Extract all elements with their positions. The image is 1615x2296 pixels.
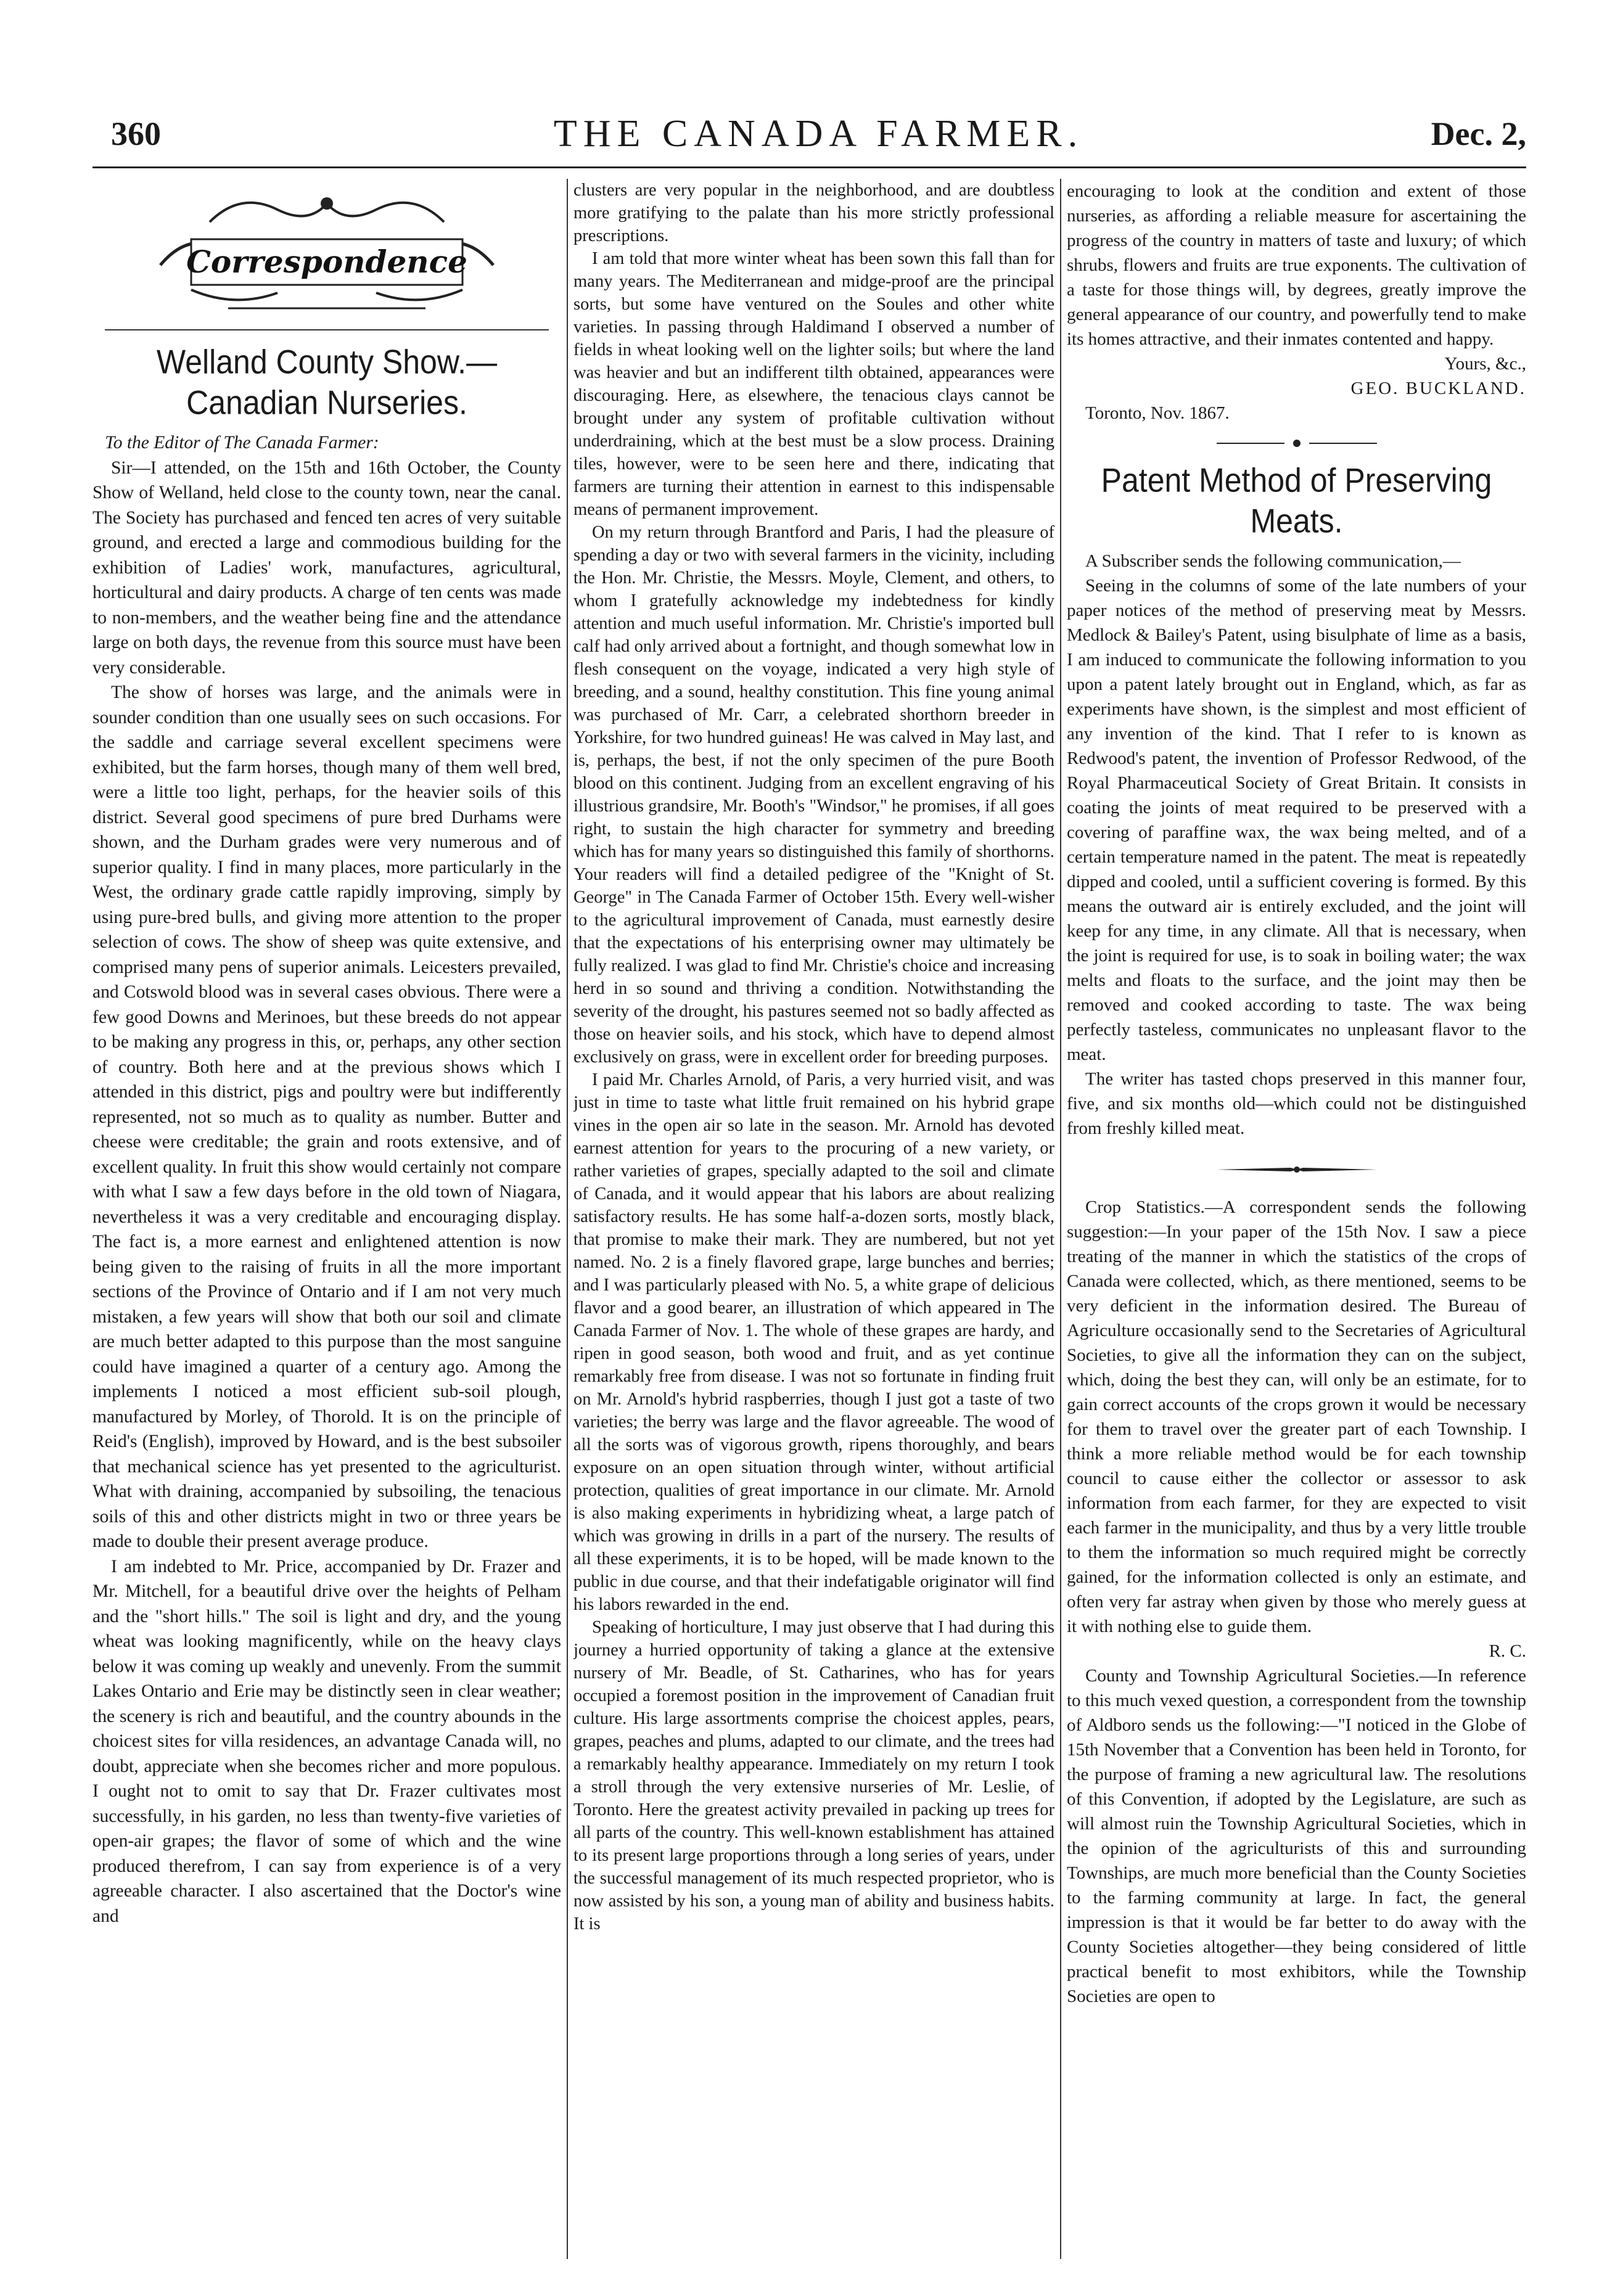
article-intro: A Subscriber sends the following communication,— xyxy=(1085,551,1461,571)
section-rule xyxy=(105,329,549,330)
salutation: To the Editor of The Canada Farmer: xyxy=(105,433,379,453)
divider-ornament xyxy=(1204,438,1389,449)
banner-lettering: Correspondence xyxy=(186,244,467,280)
masthead-rule xyxy=(92,166,1526,168)
column-2 xyxy=(573,179,1054,2259)
page-number: 360 xyxy=(111,115,161,152)
article-headline: Welland County Show.—Canadian Nurseries. xyxy=(156,343,498,422)
article-paragraph: clusters are very popular in the neighborhood, and are doubtless more gratifying to the palate than his more strictly professional prescriptions. xyxy=(573,181,1054,245)
newspaper-title: THE CANADA FARMER. xyxy=(553,113,1084,155)
article-paragraph: On my return through Brantford and Paris, I had the pleasure of spending a day or two with several farmers in the vicinity, including the Hon. Mr. Christie, the Messrs. Moyle, Clement, and others, to whom I gratefully acknowledge my indebtedness for kindly attention and much useful information. Mr. Christie's imported bull calf had only arrived about a fortnight, and though somewhat low in flesh consequent on the voyage, indicated a very high style of breeding, and a sound, healthy constitution. This fine young animal was purchased of Mr. Carr, a celebrated shorthorn breeder in Yorkshire, for two hundred guineas! He was calved in May last, and is, perhaps, the best, if not the only specimen of the pure Booth blood on this continent. Judging from an excellent engraving of his illustrious grandsire, Mr. Booth's "Windsor," he promises, if all goes right, to sustain the high character for symmetry and breeding which has for many years so distinguished this family of shorthorns. Your readers will find a detailed pedigree of the "Knight of St. George" in The Canada Farmer of October 15th. Every well-wisher to the agricultural improvement of Canada, must earnestly desire that the expectations of his enterprising owner may ultimately be fully realized. I was glad to find Mr. Christie's choice and increasing herd in so sound and thriving a condition. Notwithstanding the severity of the drought, his pastures seemed not so badly affected as those on heavier soils, and his stock, which have to depend almost exclusively on grass, were in excellent order for breeding purposes. xyxy=(573,523,1054,1067)
letter-signoff: Yours, &c., xyxy=(1444,354,1526,374)
article-paragraph: I am indebted to Mr. Price, accompanied by Dr. Frazer and Mr. Mitchell, for a beautiful drive over the heights of Pelham and the "short hills." The soil is light and dry, and the young wheat was looking magnificently, while on the heavy clays below it was coming up weakly and unevenly. From the summit Lakes Ontario and Erie may be distinctly seen in clear weather; the scenery is rich and beautiful, and the country abounds in the choicest sites for villa residences, an advantage Canada will, no doubt, appreciate when she becomes richer and more populous. I ought not to omit to say that Dr. Frazer cultivates most successfully, in his garden, no less than twenty-five varieties of open-air grapes; the flavor of some of which and the wine produced therefrom, I can say from experience is of a very agreeable character. I also ascertained that the Doctor's wine and xyxy=(92,1556,561,1926)
letter-dateline: Toronto, Nov. 1867. xyxy=(1085,403,1230,423)
article-paragraph: Speaking of horticulture, I may just observe that I had during this journey a hurried opportunity of taking a glance at the extensive nursery of Mr. Beadle, of St. Catharines, who has for years occupied a foremost position in the improvement of Canadian fruit culture. His large assortments comprise the choicest apples, pears, grapes, peaches and plums, adapted to our climate, and the trees had a remarkably healthy appearance. Immediately on my return I took a stroll through the very extensive nurseries of Mr. Leslie, of Toronto. Here the greatest activity prevailed in packing up trees for all parts of the country. This well-known establishment has attained to its present large proportions through a long series of years, under the successful management of its much respected proprietor, who is now assisted by his son, a young man of ability and business habits. It is xyxy=(573,1618,1054,1933)
article-paragraph: The show of horses was large, and the animals were in sounder condition than one usually sees on such occasions. For the saddle and carriage several excellent specimens were exhibited, but the farm horses, though many of them well bred, were a little too light, perhaps, for the heavier soils of this district. Several good specimens of pure bred Durhams were shown, and the Durham grades were very numerous and of superior quality. I find in many places, more particularly in the West, the ordinary grade cattle rapidly improving, simply by using pure-bred bulls, and giving more attention to the proper selection of cows. The show of sheep was quite extensive, and comprised many pens of superior animals. Leicesters prevailed, and Cotswold blood was in several cases obvious. There were a few good Downs and Merinoes, but these breeds do not appear to be making any progress in this, or, perhaps, any other section of country. Both here and at the previous shows which I attended in this district, pigs and poultry were but indifferently represented, not so much as to quality as number. Butter and cheese were creditable; the grain and roots extensive, and of excellent quality. In fruit this show would certainly not compare with what I saw a few days before in the old town of Niagara, nevertheless it was a very creditable and encouraging display. The fact is, a more earnest and enlightened attention is now being given to the raising of fruits in all the more important sections of the Province of Ontario and if I am not very much mistaken, a few years will show that both our soil and climate are much better adapted to this purpose than the most sanguine could have imagined a quarter of a century ago. Among the implements I noticed a most efficient sub-soil plough, manufactured by Morley, of Thorold. It is on the principle of Reid's (English), improved by Howard, and is the best subsoiler that mechanical science has yet presented to the agriculturist. What with draining, accompanied by subsoiling, the tenacious soils of this and other districts might in two or three years be made to double their present average produce. xyxy=(92,683,561,1551)
column-3 xyxy=(1067,179,1526,2259)
letter-signature: GEO. BUCKLAND. xyxy=(1350,379,1526,398)
divider-ornament xyxy=(1210,1163,1383,1176)
issue-date: Dec. 2, xyxy=(1431,115,1526,152)
article-headline: Patent Method of Preserving Meats. xyxy=(1101,461,1492,540)
column-1 xyxy=(92,179,561,2259)
article-paragraph: encouraging to look at the condition and extent of those nurseries, as affording a reliable measure for ascertaining the progress of the country in matters of taste and luxury; of which shrubs, flowers and fruits are true exponents. The cultivation of a taste for those things will, by degrees, greatly improve the general appearance of our country, and powerfully tend to make its homes attractive, and their inmates contented and happy. xyxy=(1067,181,1526,349)
masthead xyxy=(111,109,1526,164)
article-paragraph: The writer has tasted chops preserved in this manner four, five, and six months old—which could not be distinguished from freshly killed meat. xyxy=(1067,1069,1526,1138)
correspondence-banner-logo xyxy=(154,185,499,321)
county-societies-paragraph: County and Township Agricultural Societies.—In reference to this much vexed question, a correspondent from the township of Aldboro sends us the following:—"I noticed in the Globe of 15th November that a Convention has been held in Toronto, for the purpose of framing a new agricultural law. The resolutions of this Convention, if adopted by the Legislature, are such as will almost ruin the Township Agricultural Societies, which in the opinion of the agriculturists of this and surrounding Townships, are much more beneficial than the County Societies to the farming community at large. In fact, the general impression is that it would be far better to do away with the County Societies altogether—they being considered of little practical benefit to most exhibitors, while the Township Societies are open to xyxy=(1067,1666,1526,2006)
crop-statistics-paragraph: Crop Statistics.—A correspondent sends the following suggestion:—In your paper of the 15th Nov. I saw a piece treating of the manner in which the statistics of the crops of Canada were collected, which, as there mentioned, seems to be very deficient in the information desired. The Bureau of Agriculture occasionally send to the Secretaries of Agricultural Societies, to give all the information they can on the subject, which, doing the best they can, will only be an estimate, for to gain correct accounts of the crops grown it would be necessary for them to travel over the greater part of each Township. I think a more reliable method would be for each township council to cause either the collector or assessor to ask information from each farmer, for they are expected to visit each farmer in the municipality, and thus by a very little trouble to them the information so much required might be correctly gained, for the information collected is only an estimate, and often very far astray when given by those who merely guess at it with nothing else to guide them. xyxy=(1067,1197,1526,1636)
article-paragraph: Sir—I attended, on the 15th and 16th October, the County Show of Welland, held close to the county town, near the canal. The Society has purchased and fenced ten acres of very suitable ground, and erected a large and commodious building for the exhibition of Ladies' work, manufactures, agricultural, horticultural and dairy products. A charge of ten cents was made to non-members, and the weather being fine and the attendance large on both days, the revenue from this source must have been very considerable. xyxy=(92,457,561,678)
article-paragraph: I paid Mr. Charles Arnold, of Paris, a very hurried visit, and was just in time to taste what little fruit remained on his hybrid grape vines in the open air so late in the season. Mr. Arnold has devoted earnest attention for years to the procuring of a new variety, or rather varieties of grapes, specially adapted to the soil and climate of Canada, and it would appear that his labors are about realizing satisfactory results. He has some half-a-dozen sorts, mostly black, that promise to make their mark. They are numbered, but not yet named. No. 2 is a finely flavored grape, large bunches and berries; and I was particularly pleased with No. 5, a white grape of delicious flavor and a good bearer, an illustration of which appeared in The Canada Farmer of Nov. 1. The whole of these grapes are hardy, and ripen in good season, both wood and fruit, and as yet continue remarkably free from disease. I was not so fortunate in finding fruit on Mr. Arnold's hybrid raspberries, though I just got a taste of two varieties; the berry was large and the flavor agreeable. The wood of all the sorts was of vigorous growth, ripens thoroughly, and bears exposure on an open situation through winter, without artificial protection, qualities of great importance in our climate. Mr. Arnold is also making experiments in hybridizing wheat, a large patch of which was growing in drills in a part of the nursery. The results of all these experiments, it is to be hoped, will be made known to the public in due course, and that their indefatigable originator will find his labors rewarded in the end. xyxy=(573,1070,1054,1614)
article-paragraph: I am told that more winter wheat has been sown this fall than for many years. The Mediterranean and midge-proof are the principal sorts, but some have ventured on the Soules and other white varieties. In passing through Haldimand I observed a number of fields in wheat looking well on the lighter soils; but where the land was heavier and but an indifferent tilth obtained, appearances were discouraging. Here, as elsewhere, the tenacious clays cannot be brought under any system of profitable cultivation without underdraining, which at the best must be a slow process. Draining tiles, however, were to be seen here and there, indicating that farmers are turning their attention in earnest to this indispensable means of permanent improvement. xyxy=(573,249,1054,519)
crop-statistics-initials: R. C. xyxy=(1489,1641,1526,1661)
column-divider xyxy=(567,179,568,2259)
article-paragraph: Seeing in the columns of some of the late numbers of your paper notices of the method of preserving meat by Messrs. Medlock & Bailey's Patent, using bisulphate of lime as a basis, I am induced to communicate the following information to you upon a patent lately brought out in England, which, as far as experiments have shown, is the simplest and most efficient of any invention of the kind. That I refer to is known as Redwood's patent, the invention of Professor Redwood, of the Royal Pharmaceutical Society of Great Britain. It consists in coating the joints of meat required to be preserved with a covering of paraffine wax, the wax being melted, and of a certain temperature named in the patent. The meat is repeatedly dipped and cooled, until a sufficient covering is formed. By this means the outward air is entirely excluded, and the joint will keep for any time, in any climate. All that is necessary, when the joint is required for use, is to soak in boiling water; the wax melts and floats to the surface, and the joint may then be removed and cooked according to taste. The wax being perfectly tasteless, communicates no unpleasant flavor to the meat. xyxy=(1067,576,1526,1064)
column-divider xyxy=(1060,179,1061,2259)
